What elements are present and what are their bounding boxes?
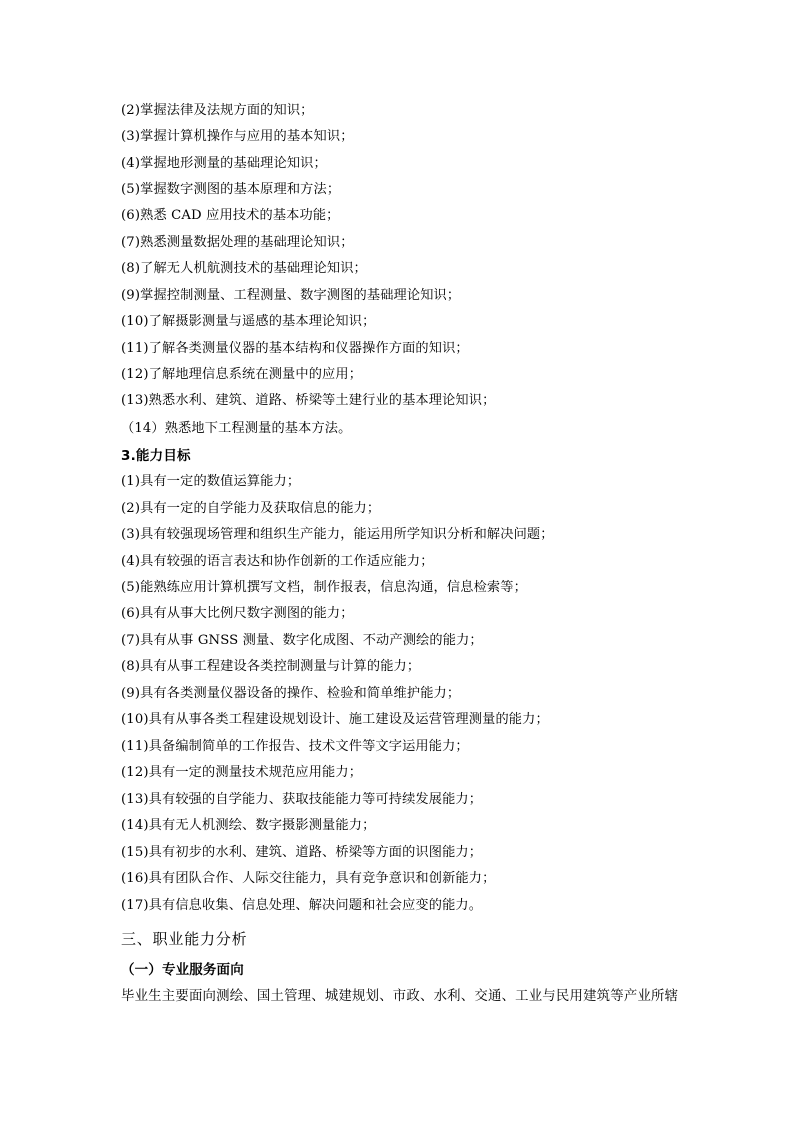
subsection-heading: （一）专业服务面向 <box>121 962 244 978</box>
knowledge-item: (12)了解地理信息系统在测量中的应用； <box>121 367 363 382</box>
ability-item: (16)具有团队合作、人际交往能力，具有竞争意识和创新能力； <box>121 871 496 886</box>
body-paragraph: 毕业生主要面向测绘、国土管理、城建规划、市政、水利、交通、工业与民用建筑等产业所辖 <box>121 989 679 1004</box>
knowledge-item: (2)掌握法律及法规方面的知识； <box>121 103 314 118</box>
knowledge-item: (10)了解摄影测量与遥感的基本理论知识； <box>121 314 376 329</box>
ability-item: (17)具有信息收集、信息处理、解决问题和社会应变的能力。 <box>121 898 483 913</box>
knowledge-item: (5)掌握数字测图的基本原理和方法； <box>121 182 341 197</box>
ability-item: (7)具有从事 GNSS 测量、数字化成图、不动产测绘的能力； <box>121 633 483 648</box>
knowledge-item: (6)熟悉 CAD 应用技术的基本功能； <box>121 208 340 223</box>
knowledge-item: (11)了解各类测量仪器的基本结构和仪器操作方面的知识； <box>121 341 469 356</box>
knowledge-item: (8)了解无人机航测技术的基础理论知识； <box>121 261 367 276</box>
section-heading: 三、职业能力分析 <box>121 930 248 948</box>
knowledge-item: （14）熟悉地下工程测量的基本方法。 <box>121 421 352 436</box>
ability-item: (4)具有较强的语言表达和协作创新的工作适应能力； <box>121 554 434 569</box>
knowledge-item: (3)掌握计算机操作与应用的基本知识； <box>121 129 354 144</box>
ability-item: (1)具有一定的数值运算能力； <box>121 474 301 489</box>
knowledge-item: (9)掌握控制测量、工程测量、数字测图的基础理论知识； <box>121 288 461 303</box>
knowledge-item: (13)熟悉水利、建筑、道路、桥梁等土建行业的基本理论知识； <box>121 393 496 408</box>
ability-item: (10)具有从事各类工程建设规划设计、施工建设及运营管理测量的能力； <box>121 712 549 727</box>
ability-item: (12)具有一定的测量技术规范应用能力； <box>121 765 363 780</box>
ability-item: (13)具有较强的自学能力、获取技能能力等可持续发展能力； <box>121 792 483 807</box>
knowledge-item: (7)熟悉测量数据处理的基础理论知识； <box>121 235 354 250</box>
ability-item: (15)具有初步的水利、建筑、道路、桥梁等方面的识图能力； <box>121 845 483 860</box>
ability-heading: 3.能力目标 <box>121 448 191 464</box>
ability-item: (3)具有较强现场管理和组织生产能力，能运用所学知识分析和解决问题； <box>121 527 554 542</box>
ability-item: (9)具有各类测量仪器设备的操作、检验和简单维护能力； <box>121 686 461 701</box>
ability-item: (5)能熟练应用计算机撰写文档，制作报表，信息沟通，信息检索等； <box>121 580 527 595</box>
ability-item: (2)具有一定的自学能力及获取信息的能力； <box>121 501 381 516</box>
ability-item: (14)具有无人机测绘、数字摄影测量能力； <box>121 818 376 833</box>
ability-item: (11)具备编制简单的工作报告、技术文件等文字运用能力； <box>121 739 469 754</box>
knowledge-item: (4)掌握地形测量的基础理论知识； <box>121 156 327 171</box>
ability-item: (8)具有从事工程建设各类控制测量与计算的能力； <box>121 659 421 674</box>
ability-item: (6)具有从事大比例尺数字测图的能力； <box>121 606 354 621</box>
